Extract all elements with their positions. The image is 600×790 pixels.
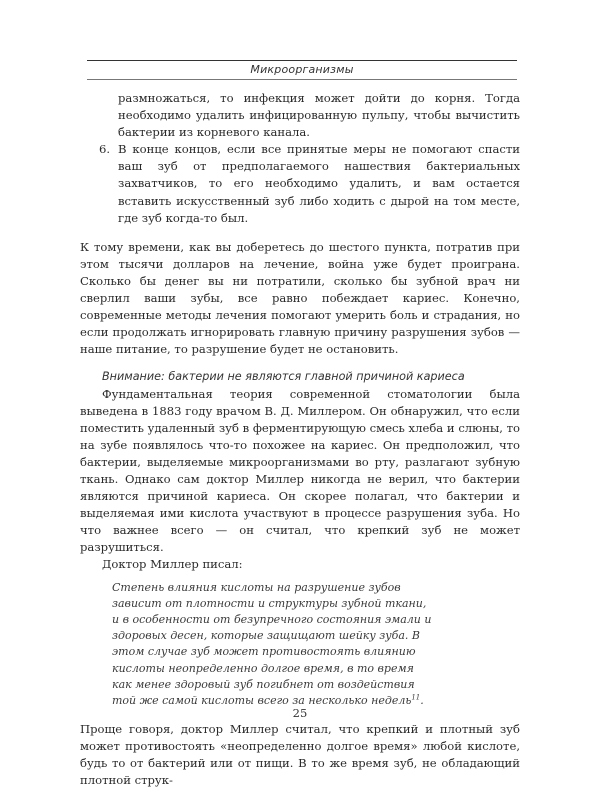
list-item-5-continuation: размножаться, то инфекция может дойти до корня. Тогда необходимо удалить инфицированную пульпу, чтобы вычистить бактерии из корневого канала. [118,91,520,140]
footnote-reference: 11 [411,693,421,702]
quote-end: . [420,693,424,707]
list-item-6 [80,141,520,226]
paragraph-summary: Проще говоря, доктор Миллер считал, что крепкий и плотный зуб может противостоять «неопределенно долгое время» любой кислоте, будь то от бактерий или от пищи. В то же время зуб, не обладающий плотной струк- [80,722,520,788]
list-item-number: 6. [98,142,110,157]
running-head: Микроорганизмы [250,63,354,76]
block-quote [112,580,432,710]
header-rule-bottom [87,79,517,80]
page-number: 25 [292,706,308,720]
paragraph-miller-theory: Фундаментальная теория современной стоматологии была выведена в 1883 году врачом В. Д. Миллером. Он обнаружил, что если поместить удаленный зуб в ферментирующую смесь хлеба и слюны, то на зубе появлялось что-то похожее на кариес. Он предположил, что бактерии, выделяемые микроорганизмами во рту, разлагают зубную ткань. Однако сам доктор Миллер никогда не верил, что бактерии являются причиной кариеса. Он скорее полагал, что бактерии и выделяемая ими кислота участвуют в процессе разрушения зуба. Но что важнее всего — он считал, что крепкий зуб не может разрушиться. [80,386,520,555]
body-text [80,90,520,790]
section-subheading: Внимание: бактерии не являются главной причиной кариеса [102,370,465,384]
paragraph-miller-wrote: Доктор Миллер писал: [102,557,243,572]
quote-body: Степень влияния кислоты на разрушение зубов зависит от плотности и структуры зубной ткани, и в особенности от безупречного состояния эмали и здоровых десен, которые защищают шейку зуба. В этом случае зуб может противостоять влиянию кислоты неопределенно долгое время, в то время как менее здоровый зуб погибнет от воздействия той же самой кислоты всего за несколько недель [112,580,432,707]
list-item-text: В конце концов, если все принятые меры не помогают спасти ваш зуб от предполагаемого нашествия бактериальных захватчиков, то его необходимо удалить, и вам остается вставить искусственный зуб либо ходить с дырой на том месте, где зуб когда-то был. [118,142,520,225]
quote-text [112,580,432,710]
header-rule-top [87,60,517,61]
paragraph-war-lost: К тому времени, как вы доберетесь до шестого пункта, потратив при этом тысячи долларов на лечение, война уже будет проиграна. Сколько бы денег вы ни потратили, сколько бы зубной врач ни сверлил ваши зубы, все равно побеждает кариес. Конечно, современные методы лечения помогают умерить боль и страдания, но если продолжать игнорировать главную причину разрушения зубов — наше питание, то разрушение будет не остановить. [80,239,520,357]
